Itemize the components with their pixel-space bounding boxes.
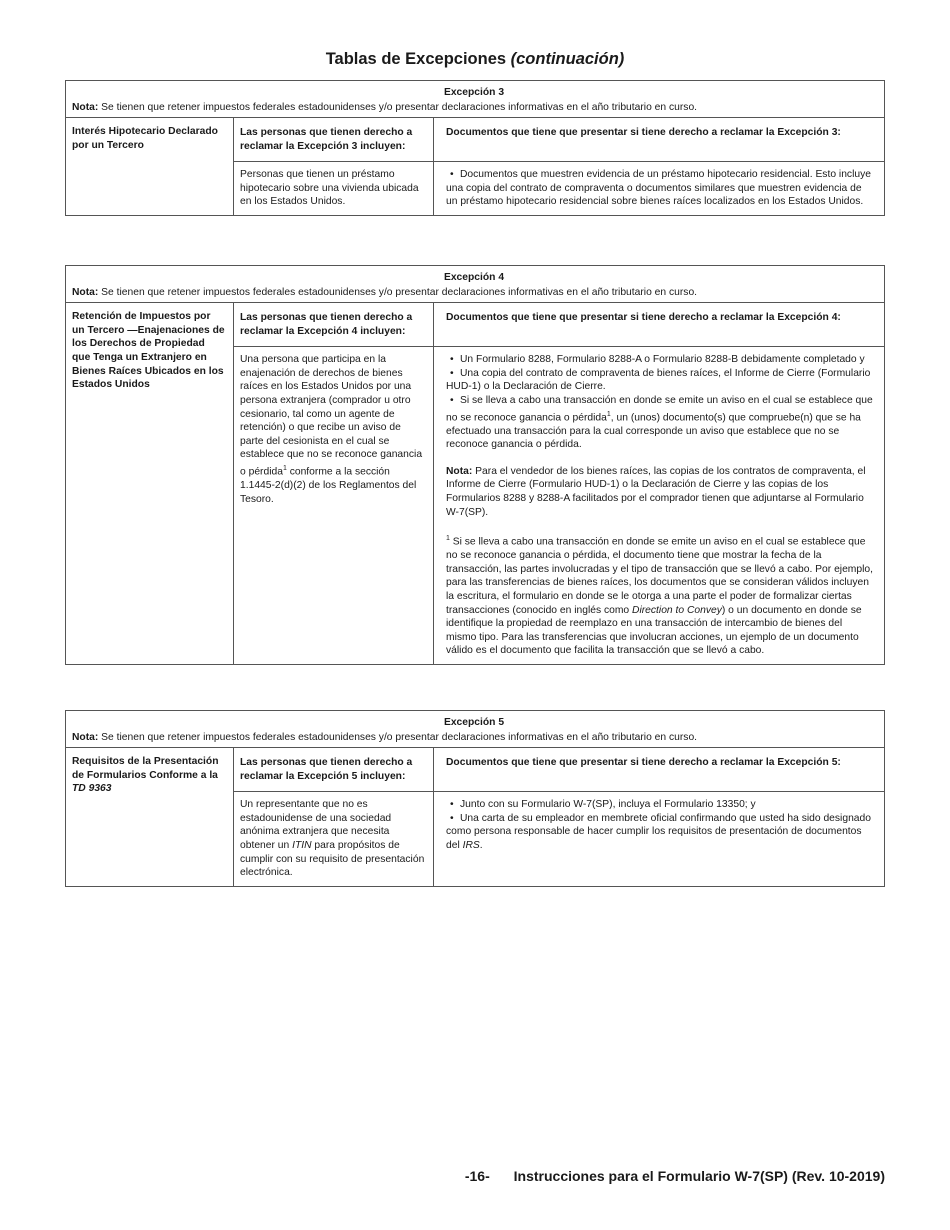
page-footer bbox=[465, 1168, 885, 1184]
exception-3-category: Interés Hipotecario Declarado por un Tercero bbox=[72, 126, 218, 151]
exception-4-eligible-body: Una persona que participa en la enajenación de derechos de bienes raíces en los Estados Unidos por una persona extranjera (comprador u otro cesionario, tal como un agente de retención) o que recibe un aviso de parte del cesionista en el cual se establece que no se reconoce ganancia o pérdida$^1$ conforme a la sección 1.1445-2(d)(2) de los Reglamentos del Tesoro. bbox=[240, 354, 423, 505]
exception-4-eligible-header: Las personas que tienen derecho a reclamar la Excepción 4 incluyen: bbox=[234, 303, 433, 347]
exception-5-category: Requisitos de la Presentación de Formularios Conforme a la TD 9363 bbox=[72, 756, 219, 795]
exception-4-category: Retención de Impuestos por un Tercero —Enajenaciones de los Derechos de Propiedad que Tenga un Extranjero en Bienes Raíces Ubicados en los Estados Unidos bbox=[72, 311, 225, 391]
exception-4-title: Excepción 4 bbox=[443, 272, 505, 283]
exception-5-table bbox=[65, 710, 885, 887]
exception-3-table bbox=[65, 80, 885, 216]
exception-5-docs-body bbox=[434, 792, 884, 858]
exception-3-header bbox=[66, 81, 884, 118]
exception-5-docs-header: Documentos que tiene que presentar si tiene derecho a reclamar la Excepción 5: bbox=[434, 748, 884, 792]
exception-4-header bbox=[66, 266, 884, 303]
form-title: Instrucciones para el Formulario W-7(SP) (Rev. 10-2019) bbox=[513, 1168, 885, 1184]
exception-5-note: Nota: Se tienen que retener impuestos federales estadounidenses y/o presentar declaraciones informativas en el año tributario en curso. bbox=[72, 731, 698, 743]
page-title: Tablas de Excepciones (continuación) bbox=[325, 50, 625, 68]
exception-5-eligible-header: Las personas que tienen derecho a reclamar la Excepción 5 incluyen: bbox=[234, 748, 433, 792]
exception-5-doc-bullet-1: • Junto con su Formulario W-7(SP), incluya el Formulario 13350; y bbox=[446, 798, 874, 812]
exception-3-eligible-header: Las personas que tienen derecho a reclamar la Excepción 3 incluyen: bbox=[234, 118, 433, 162]
exception-3-note: Nota: Se tienen que retener impuestos federales estadounidenses y/o presentar declaraciones informativas en el año tributario en curso. bbox=[72, 101, 698, 113]
exception-4-table bbox=[65, 265, 885, 665]
exception-3-docs-header: Documentos que tiene que presentar si tiene derecho a reclamar la Excepción 3: bbox=[434, 118, 884, 162]
exception-5-title: Excepción 5 bbox=[443, 717, 505, 728]
exception-4-doc-bullet-3: • Si se lleva a cabo una transacción en donde se emite un aviso en el cual se establece que no se reconoce ganancia o pérdida$^1$, un (unos) documento(s) que compruebe(n) que se ha efectuado una transacción para la cual corresponde un aviso que establece que no se reconoce ganancia o pérdida. bbox=[446, 394, 874, 452]
exception-3-eligible-body: Personas que tienen un préstamo hipotecario sobre una vivienda ubicada en los Estados Unidos. bbox=[240, 169, 419, 208]
exception-4-docs-body bbox=[434, 347, 884, 664]
exception-3-doc-bullet: • Documentos que muestren evidencia de un préstamo hipotecario residencial. Esto incluye una copia del contrato de compraventa o documentos similares que muestren evidencia de un préstamo hipotecario residencial sobre bienes raíces localizados en los Estados Unidos. bbox=[446, 168, 874, 209]
exception-5-header bbox=[66, 711, 884, 748]
exception-5-doc-bullet-2: • Una carta de su empleador en membrete oficial confirmando que usted ha sido designado como persona responsable de hacer cumplir los requisitos de presentación de documentos del IRS. bbox=[446, 812, 874, 853]
exception-4-seller-note: Nota: Para el vendedor de los bienes raíces, las copias de los contratos de compraventa, el Informe de Cierre (Formulario HUD-1) o la Declaración de Cierre y las copias de los Formularios 8288 y 8288-A facilitados por el comprador tienen que adjuntarse al Formulario W-7(SP). bbox=[446, 465, 866, 518]
exception-4-doc-bullet-2: • Una copia del contrato de compraventa de bienes raíces, el Informe de Cierre (Formulario HUD-1) o la Declaración de Cierre. bbox=[446, 367, 874, 394]
exception-3-title: Excepción 3 bbox=[443, 87, 505, 98]
exception-4-note: Nota: Se tienen que retener impuestos federales estadounidenses y/o presentar declaraciones informativas en el año tributario en curso. bbox=[72, 286, 698, 298]
exception-3-docs-body bbox=[434, 162, 884, 215]
exception-4-doc-bullet-1: • Un Formulario 8288, Formulario 8288-A o Formulario 8288-B debidamente completado y bbox=[446, 353, 874, 367]
exception-5-eligible-body: Un representante que no es estadounidense de una sociedad anónima extranjera que necesita obtener un ITIN para propósitos de cumplir con su requisito de presentación electrónica. bbox=[240, 799, 425, 879]
page-number: -16- bbox=[464, 1168, 490, 1184]
exception-4-docs-header: Documentos que tiene que presentar si tiene derecho a reclamar la Excepción 4: bbox=[434, 303, 884, 347]
exception-4-footnote: $^1$ Si se lleva a cabo una transacción en donde se emite un aviso en el cual se establece que no se reconoce ganancia o pérdida, el documento tiene que mostrar la fecha de la transacción, las partes involucradas y el tipo de transacción que se llevó a cabo. Por ejemplo, para las transferencias de bienes raíces, los documentos que se consideran válidos incluyen la escritura, el formulario en donde se le otorga a una parte el poder de formalizar ciertas transacciones (conocido en inglés como Direction to Convey) o un documento en donde se identifique la propiedad de reemplazo en una transacción de intercambio de bienes del mismo tipo. Para las transferencias que involucran acciones, un ejemplo de un documento válido es el documento que facilita la transacción que se llevó a cabo. bbox=[446, 535, 873, 657]
